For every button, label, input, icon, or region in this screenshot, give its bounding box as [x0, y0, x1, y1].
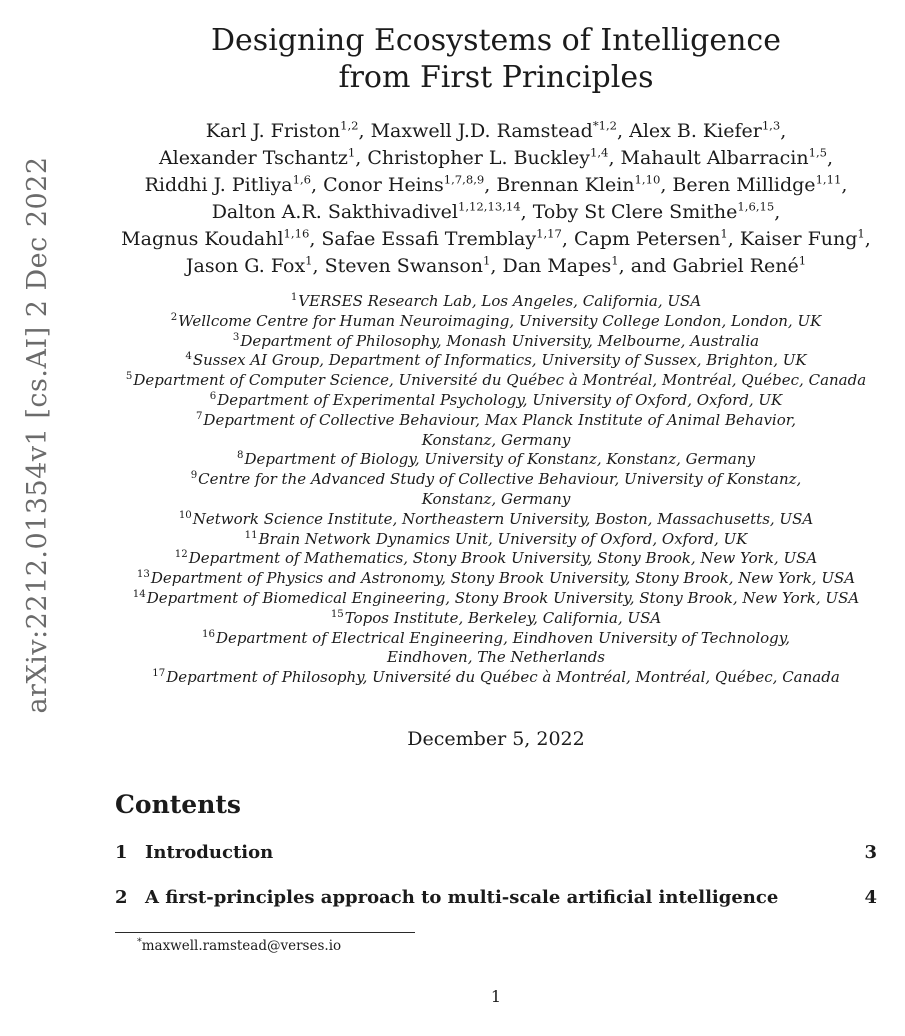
- author-block: [115, 118, 877, 280]
- affiliation-block: [115, 292, 877, 688]
- affiliation-line: $^5$Department of Computer Science, Université du Québec à Montréal, Montréal, Québec, Canada: [125, 371, 867, 390]
- footnote-divider: [115, 932, 415, 933]
- affiliation-line: $^{15}$Topos Institute, Berkeley, California, USA: [330, 608, 662, 627]
- affiliation-line: $^9$Centre for the Advanced Study of Collective Behaviour, University of Konstanz,: [190, 470, 802, 489]
- toc-section-number: 2: [115, 886, 128, 908]
- toc-page-number: 3: [864, 841, 877, 863]
- author-line: Jason G. Fox$^1$, Steven Swanson$^1$, Dan Mapes$^1$, and Gabriel René$^1$: [185, 253, 807, 277]
- toc-section-title: Introduction: [145, 841, 274, 863]
- affiliation-line: $^8$Department of Biology, University of Konstanz, Konstanz, Germany: [237, 450, 755, 469]
- affiliation-line: $^{11}$Brain Network Dynamics Unit, University of Oxford, Oxford, UK: [244, 529, 748, 548]
- page-number: 1: [490, 986, 502, 1006]
- author-line: Dalton A.R. Sakthivadivel$^{1,12,13,14}$, Toby St Clere Smithe$^{1,6,15}$,: [211, 199, 781, 223]
- affiliation-line: $^{12}$Department of Mathematics, Stony Brook University, Stony Brook, New York, USA: [174, 549, 818, 568]
- affiliation-line: Konstanz, Germany: [421, 489, 571, 508]
- author-line: Magnus Koudahl$^{1,16}$, Safae Essafi Tremblay$^{1,17}$, Capm Petersen$^1$, Kaiser Fung$^1$,: [121, 226, 871, 250]
- affiliation-line: $^{16}$Department of Electrical Engineering, Eindhoven University of Technology,: [201, 628, 790, 647]
- affiliation-line: $^{13}$Department of Physics and Astronomy, Stony Brook University, Stony Brook, New York, USA: [136, 569, 856, 588]
- author-line: Riddhi J. Pitliya$^{1,6}$, Conor Heins$^{1,7,8,9}$, Brennan Klein$^{1,10}$, Beren Millidge$^{1,11}$,: [144, 172, 848, 196]
- affiliation-line: Eindhoven, The Netherlands: [387, 648, 605, 667]
- affiliation-line: $^{17}$Department of Philosophy, Université du Québec à Montréal, Montréal, Québec, Canada: [152, 668, 840, 687]
- toc-page-number: 4: [864, 886, 877, 908]
- toc-entry[interactable]: [115, 842, 877, 864]
- affiliation-line: $^3$Department of Philosophy, Monash University, Melbourne, Australia: [232, 331, 760, 350]
- affiliation-line: Konstanz, Germany: [421, 430, 571, 449]
- affiliation-line: $^1$VERSES Research Lab, Los Angeles, California, USA: [290, 292, 702, 310]
- paper-title-line1: Designing Ecosystems of Intelligence: [211, 23, 781, 58]
- footnote: [115, 938, 877, 955]
- affiliation-line: $^{14}$Department of Biomedical Engineering, Stony Brook University, Stony Brook, New York, USA: [132, 588, 860, 607]
- table-of-contents: [115, 842, 877, 909]
- arxiv-watermark: arXiv:2212.01354v1 [cs.AI] 2 Dec 2022: [22, 156, 53, 714]
- toc-section-number: 1: [115, 841, 128, 863]
- toc-section-title: A first-principles approach to multi-scale artificial intelligence: [145, 886, 779, 908]
- affiliation-line: $^4$Sussex AI Group, Department of Informatics, University of Sussex, Brighton, UK: [185, 351, 807, 370]
- paper-title-line2: from First Principles: [338, 60, 654, 95]
- affiliation-line: $^{10}$Network Science Institute, Northeastern University, Boston, Massachusetts, USA: [178, 509, 814, 528]
- contents-heading: Contents: [115, 789, 242, 819]
- footnote-marker: *: [137, 936, 142, 948]
- paper-content: [115, 0, 877, 1006]
- affiliation-line: $^6$Department of Experimental Psychology, University of Oxford, Oxford, UK: [209, 390, 783, 409]
- toc-entry[interactable]: [115, 887, 877, 909]
- affiliation-line: $^2$Wellcome Centre for Human Neuroimaging, University College London, London, UK: [170, 311, 822, 330]
- footnote-email[interactable]: maxwell.ramstead@verses.io: [141, 937, 342, 954]
- paper-title: [115, 22, 877, 96]
- paper-date: December 5, 2022: [407, 727, 585, 750]
- author-line: Karl J. Friston$^{1,2}$, Maxwell J.D. Ramstead$^{*1,2}$, Alex B. Kiefer$^{1,3}$,: [205, 118, 787, 142]
- affiliation-line: $^7$Department of Collective Behaviour, Max Planck Institute of Animal Behavior,: [195, 410, 797, 429]
- author-line: Alexander Tschantz$^1$, Christopher L. Buckley$^{1,4}$, Mahault Albarracin$^{1,5}$,: [158, 145, 834, 169]
